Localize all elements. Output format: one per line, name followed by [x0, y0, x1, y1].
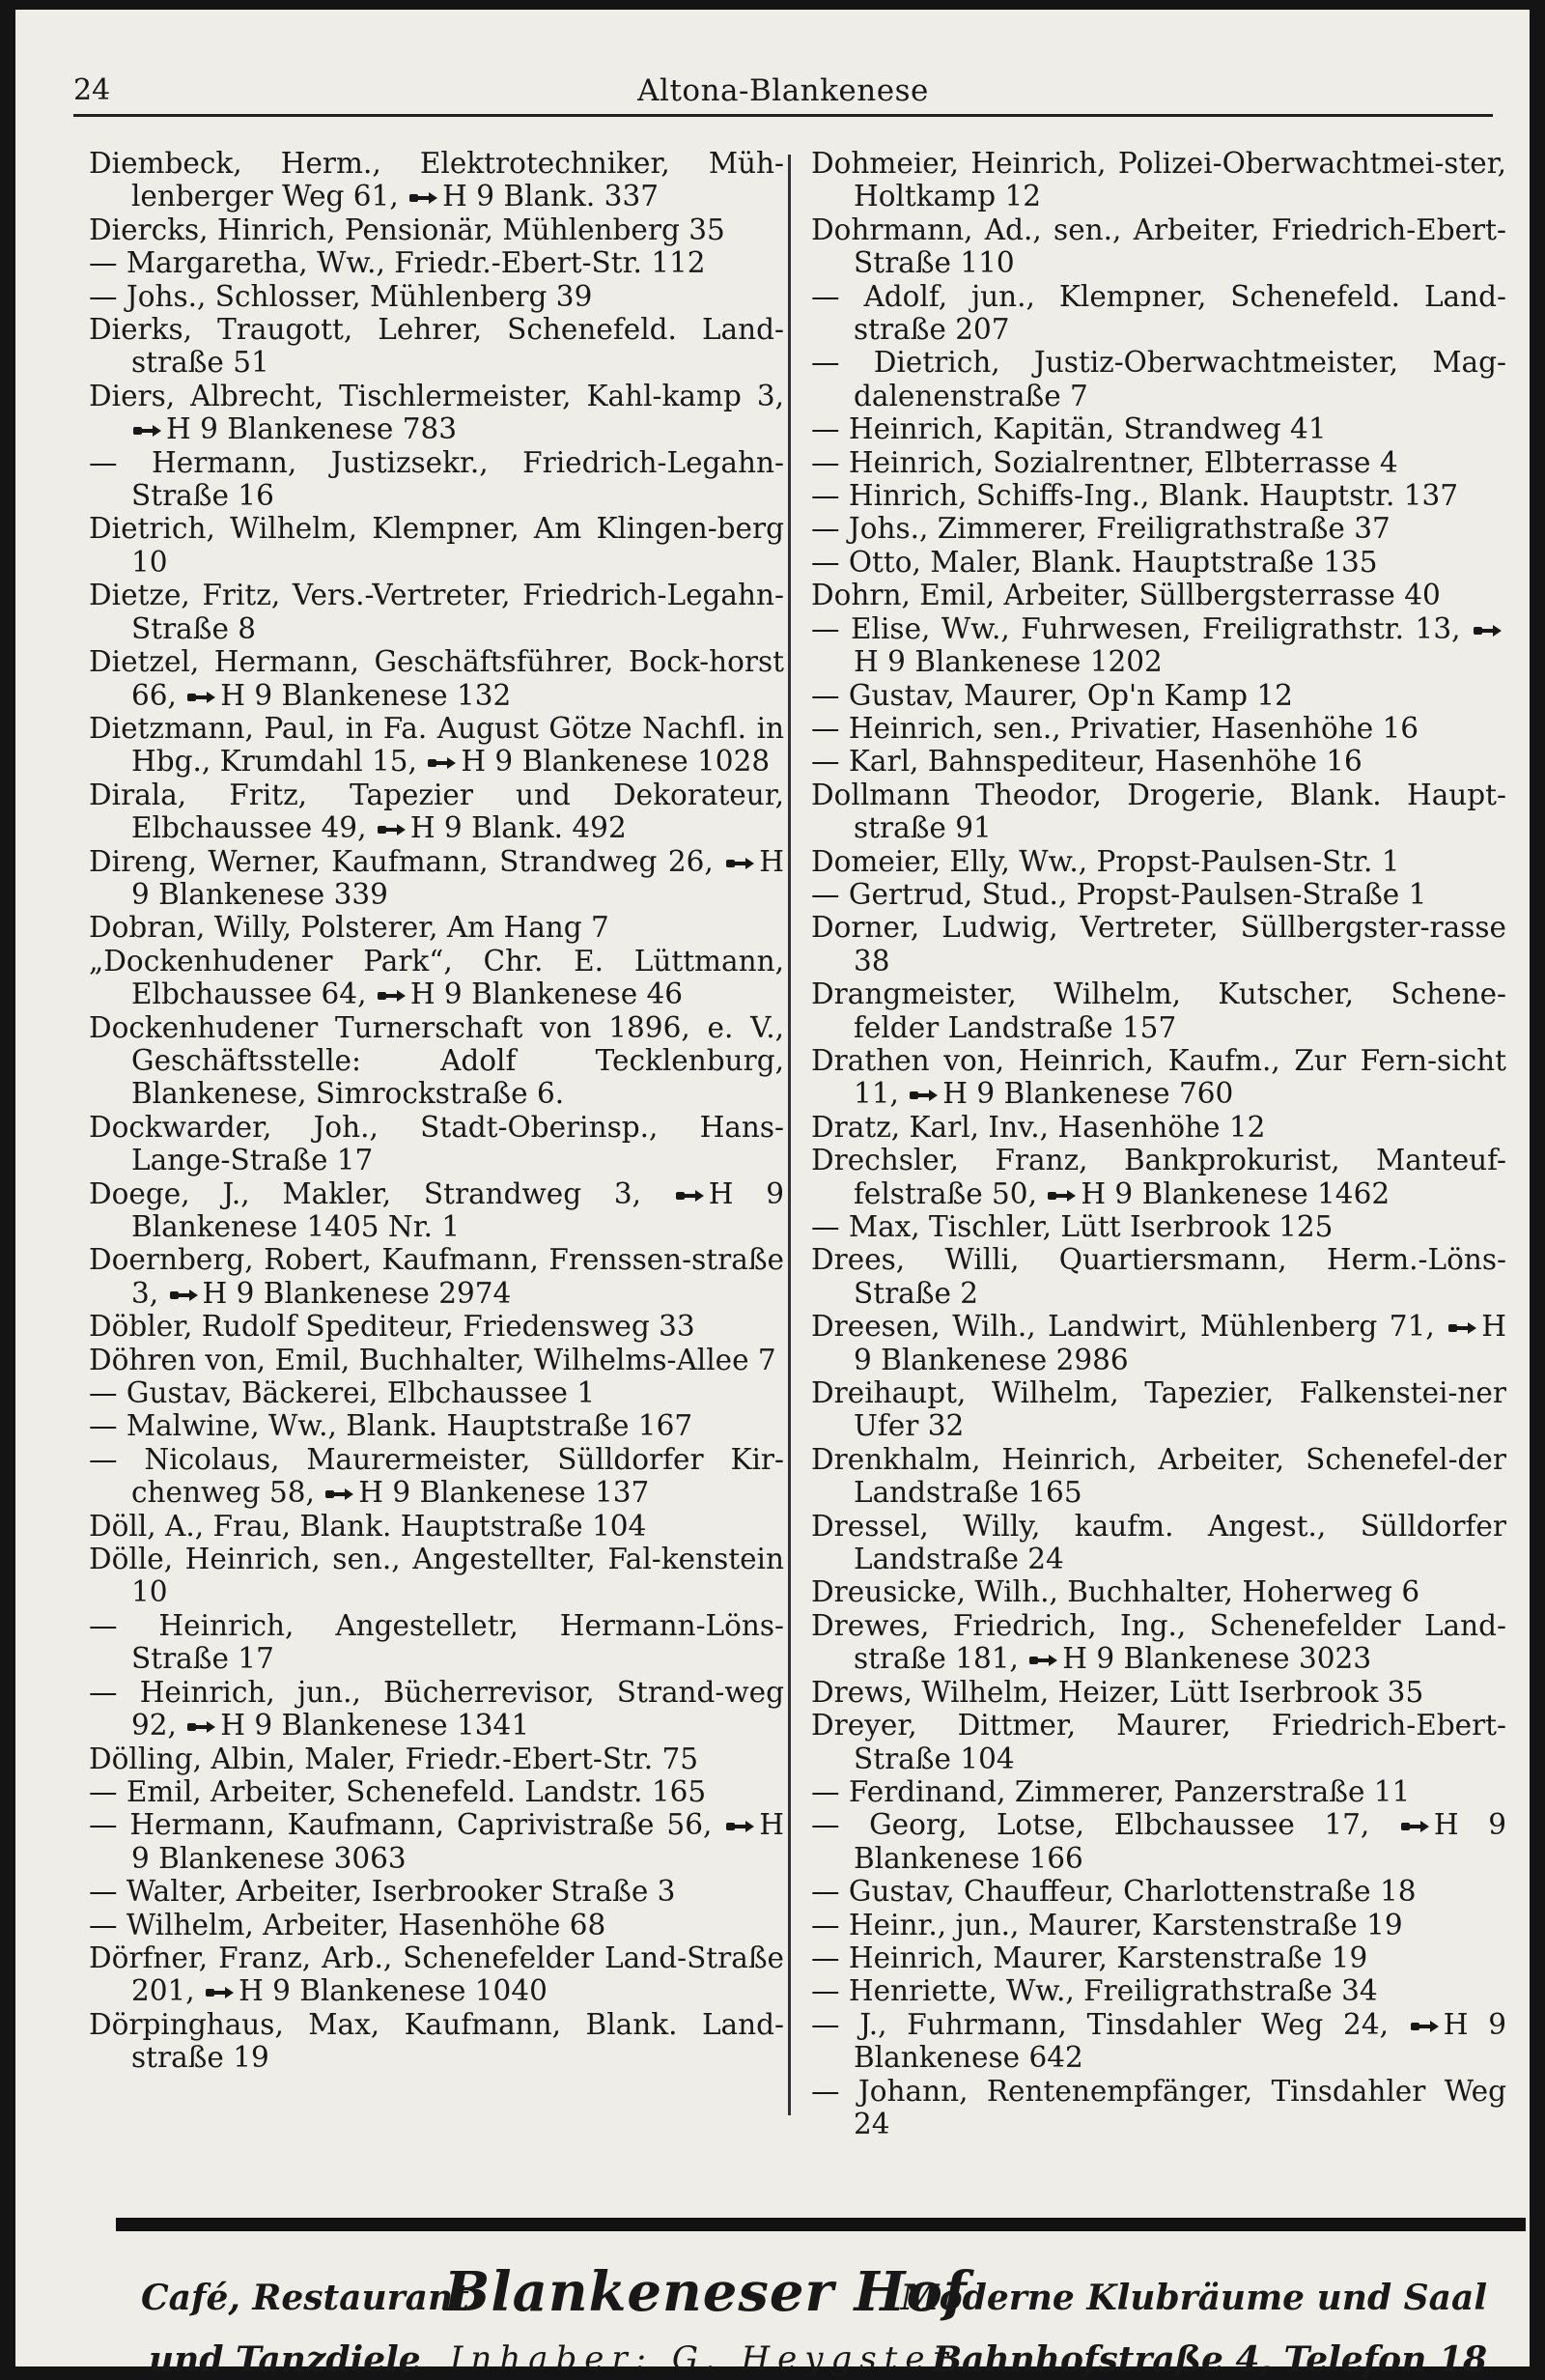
directory-entry: [811, 2008, 1506, 2075]
entry-text: Dockenhudener Turnerschaft von 1896, e. V., Geschäftsstelle: Adolf Tecklenburg, Blankenese, Simrockstraße 6.: [89, 1010, 784, 1111]
phone-number: H 9 Blank. 337: [442, 180, 659, 213]
directory-entry: [811, 1974, 1506, 2007]
entry-text: — Malwine, Ww., Blank. Hauptstraße 167: [89, 1409, 693, 1443]
phone-number: H 9 Blankenese 760: [942, 1077, 1234, 1111]
ad-left-line1: Café, Restaurant: [141, 2278, 469, 2318]
entry-text: — Margaretha, Ww., Friedr.-Ebert-Str. 112: [89, 246, 706, 280]
telephone-icon: [676, 1189, 705, 1203]
telephone-icon: [378, 823, 407, 836]
entry-text: Doege, J., Makler, Strandweg 3,: [89, 1176, 674, 1210]
ad-right-line1: Moderne Klubräume und Saal: [900, 2278, 1487, 2318]
telephone-icon: [428, 756, 457, 770]
entry-text: — Heinrich, Maurer, Karstenstraße 19: [811, 1941, 1368, 1974]
directory-entry: [811, 745, 1506, 778]
directory-entry: [89, 246, 784, 279]
ad-business-name: Blankeneser Hof: [444, 2260, 968, 2324]
ad-left-line2: und Tanzdiele: [149, 2339, 421, 2380]
footer-rule: [116, 2218, 1526, 2231]
entry-text: — Ferdinand, Zimmerer, Panzerstraße 11: [811, 1774, 1411, 1808]
entry-text: Drees, Willi, Quartiersmann, Herm.-Löns-Straße 2: [811, 1243, 1506, 1310]
entry-text: — Heinrich, Kapitän, Strandweg 41: [811, 412, 1327, 446]
entry-text: — Wilhelm, Arbeiter, Hasenhöhe 68: [89, 1908, 606, 1941]
telephone-icon: [1048, 1189, 1077, 1203]
entry-text: Dietrich, Wilhelm, Klempner, Am Klingen-berg 10: [89, 512, 784, 579]
directory-entry: [811, 779, 1506, 845]
directory-entry: [811, 1510, 1506, 1576]
entry-text: — Heinrich, jun., Bücherrevisor, Strand-weg 92,: [89, 1675, 784, 1742]
directory-entry: [89, 1775, 784, 1808]
telephone-icon: [325, 1488, 354, 1501]
ad-owner: Inhaber: G. Heygster: [450, 2339, 956, 2378]
phone-number: H 9 Blankenese 132: [220, 678, 512, 712]
entry-text: — Georg, Lotse, Elbchaussee 17,: [811, 1808, 1399, 1842]
entry-text: Dollmann Theodor, Drogerie, Blank. Haupt-straße 91: [811, 778, 1506, 845]
phone-number: H 9 Blankenese 1405 Nr. 1: [131, 1176, 784, 1243]
telephone-icon: [187, 691, 216, 704]
phone-number: H 9 Blankenese 1462: [1081, 1176, 1390, 1210]
directory-entry: [89, 945, 784, 1011]
directory-entry: [811, 147, 1506, 213]
directory-entry: [89, 1742, 784, 1775]
entry-text: — Johs., Zimmerer, Freiligrathstraße 37: [811, 512, 1390, 546]
telephone-icon: [133, 424, 162, 438]
entry-text: Dockwarder, Joh., Stadt-Oberinsp., Hans-Lange-Straße 17: [89, 1110, 784, 1177]
phone-number: H 9 Blankenese 166: [854, 1808, 1506, 1875]
phone-number: H 9 Blankenese 783: [166, 412, 458, 446]
entry-text: — Heinrich, Angestelletr, Hermann-Löns-Straße 17: [89, 1608, 784, 1676]
entry-text: — Emil, Arbeiter, Schenefeld. Landstr. 165: [89, 1774, 707, 1808]
entry-text: Dobran, Willy, Polsterer, Am Hang 7: [89, 911, 609, 945]
entry-text: — Gustav, Bäckerei, Elbchaussee 1: [89, 1376, 596, 1410]
directory-entry: [811, 1044, 1506, 1111]
entry-text: Dressel, Willy, kaufm. Angest., Sülldorfer Landstraße 24: [811, 1509, 1506, 1576]
directory-entry: [89, 1875, 784, 1908]
phone-number: H 9 Blankenese 1202: [854, 645, 1163, 679]
entry-text: — J., Fuhrmann, Tinsdahler Weg 24,: [811, 2007, 1409, 2041]
directory-entry: [811, 612, 1506, 679]
directory-entry: [811, 1310, 1506, 1376]
telephone-icon: [206, 1986, 235, 1999]
directory-entry: [89, 1443, 784, 1510]
entry-text: — Nicolaus, Maurermeister, Sülldorfer Kir-chenweg 58,: [89, 1442, 784, 1510]
entry-text: Dietzel, Hermann, Geschäftsführer, Bock-horst 66,: [89, 645, 784, 712]
directory-entry: [811, 1210, 1506, 1243]
entry-text: Dratz, Karl, Inv., Hasenhöhe 12: [811, 1110, 1266, 1144]
entry-text: — Johann, Rentenempfänger, Tinsdahler Weg 24: [811, 2074, 1506, 2140]
entry-text: Diercks, Hinrich, Pensionär, Mühlenberg 35: [89, 212, 725, 246]
telephone-icon: [1474, 624, 1503, 638]
directory-entry: [811, 512, 1506, 545]
entry-text: Dorner, Ludwig, Vertreter, Süllbergster-rasse 38: [811, 911, 1506, 978]
directory-entry: [89, 1909, 784, 1941]
entry-text: — Gustav, Chauffeur, Charlottenstraße 18: [811, 1875, 1417, 1909]
entry-text: Drechsler, Franz, Bankprokurist, Manteuf-felstraße 50,: [811, 1144, 1506, 1210]
directory-entry: [89, 1609, 784, 1676]
entry-text: Döll, A., Frau, Blank. Hauptstraße 104: [89, 1509, 647, 1543]
page-number: 24: [73, 73, 111, 107]
entry-text: — Gertrud, Stud., Propst-Paulsen-Straße 1: [811, 877, 1427, 911]
page-header: [73, 70, 1493, 120]
entry-text: — Heinr., jun., Maurer, Karstenstraße 19: [811, 1908, 1403, 1941]
directory-entry: [811, 446, 1506, 479]
left-column: [89, 147, 784, 2075]
directory-entry: [89, 313, 784, 380]
entry-text: Drews, Wilhelm, Heizer, Lütt Iserbrook 35: [811, 1675, 1424, 1709]
entry-text: Dohrmann, Ad., sen., Arbeiter, Friedrich-Ebert-Straße 110: [811, 212, 1506, 280]
entry-text: — Adolf, jun., Klempner, Schenefeld. Land-straße 207: [811, 279, 1506, 347]
entry-text: Dölling, Albin, Maler, Friedr.-Ebert-Str. 75: [89, 1742, 699, 1775]
directory-entry: [811, 1941, 1506, 1974]
directory-entry: [89, 2008, 784, 2075]
entry-text: Dirala, Fritz, Tapezier und Dekorateur, Elbchaussee 49,: [89, 778, 784, 845]
entry-text: — Hinrich, Schiffs-Ing., Blank. Hauptstr. 137: [811, 479, 1459, 513]
telephone-icon: [1448, 1321, 1477, 1335]
telephone-icon: [1411, 2020, 1440, 2033]
entry-text: — Dietrich, Justiz-Oberwachtmeister, Mag-dalenenstraße 7: [811, 346, 1506, 412]
entry-text: — Otto, Maler, Blank. Hauptstraße 135: [811, 545, 1378, 579]
directory-entry: [811, 845, 1506, 878]
entry-text: Dörfner, Franz, Arb., Schenefelder Land-Straße 201,: [89, 1941, 784, 2008]
phone-number: H 9 Blankenese 642: [854, 2007, 1507, 2075]
entry-text: Direng, Werner, Kaufmann, Strandweg 26,: [89, 844, 725, 878]
directory-entry: [811, 1111, 1506, 1144]
directory-entry: [89, 446, 784, 513]
directory-entry: [811, 978, 1506, 1044]
directory-entry: [89, 380, 784, 446]
directory-entry: [811, 1376, 1506, 1443]
directory-entry: [811, 1875, 1506, 1908]
directory-page: [15, 10, 1530, 2380]
directory-entry: [89, 779, 784, 845]
right-column: [811, 147, 1506, 2140]
directory-entry: [89, 1808, 784, 1875]
directory-entry: [811, 412, 1506, 445]
entry-text: Döbler, Rudolf Spediteur, Friedensweg 33: [89, 1310, 695, 1344]
directory-entry: [89, 1376, 784, 1409]
entry-text: — Heinrich, Sozialrentner, Elbterrasse 4: [811, 445, 1398, 479]
phone-number: H 9 Blank. 492: [409, 811, 627, 845]
directory-entry: [811, 2075, 1506, 2141]
entry-text: Dierks, Traugott, Lehrer, Schenefeld. Land-straße 51: [89, 313, 784, 380]
telephone-icon: [409, 191, 438, 205]
directory-entry: [811, 679, 1506, 712]
entry-text: — Hermann, Kaufmann, Caprivistraße 56,: [89, 1808, 725, 1842]
entry-text: — Walter, Arbeiter, Iserbrooker Straße 3: [89, 1875, 676, 1909]
entry-text: Dietze, Fritz, Vers.-Vertreter, Friedrich-Legahn-Straße 8: [89, 579, 784, 645]
directory-entry: [811, 1443, 1506, 1510]
entry-text: Döhren von, Emil, Buchhalter, Wilhelms-Allee 7: [89, 1343, 776, 1376]
directory-entry: [89, 213, 784, 246]
entry-text: — Henriette, Ww., Freiligrathstraße 34: [811, 1974, 1378, 2008]
directory-entry: [89, 147, 784, 213]
entry-text: Dohrn, Emil, Arbeiter, Süllbergsterrasse 40: [811, 579, 1441, 612]
telephone-icon: [170, 1289, 199, 1302]
phone-number: H 9 Blankenese 2974: [202, 1276, 512, 1310]
directory-entry: [89, 1011, 784, 1111]
entry-text: Doernberg, Robert, Kaufmann, Frenssen-straße 3,: [89, 1243, 784, 1310]
telephone-icon: [1029, 1654, 1058, 1667]
entry-text: — Hermann, Justizsekr., Friedrich-Legahn-Straße 16: [89, 445, 784, 513]
directory-entry: [811, 546, 1506, 579]
entry-text: Dölle, Heinrich, sen., Angestellter, Fal-kenstein 10: [89, 1543, 784, 1609]
directory-entry: [89, 1409, 784, 1442]
entry-text: Dreyer, Dittmer, Maurer, Friedrich-Ebert-Straße 104: [811, 1709, 1506, 1775]
telephone-icon: [1401, 1820, 1430, 1833]
entry-text: Domeier, Elly, Ww., Propst-Paulsen-Str. 1: [811, 844, 1400, 878]
directory-entry: [811, 1676, 1506, 1709]
entry-text: Diers, Albrecht, Tischlermeister, Kahl-kamp 3,: [89, 379, 784, 412]
column-divider: [788, 155, 791, 2115]
directory-entry: [811, 280, 1506, 347]
entry-text: — Elise, Ww., Fuhrwesen, Freiligrathstr. 13,: [811, 611, 1472, 645]
entry-text: Dohmeier, Heinrich, Polizei-Oberwachtmei-ster, Holtkamp 12: [811, 147, 1506, 213]
directory-entry: [811, 1575, 1506, 1608]
directory-entry: [89, 1310, 784, 1343]
phone-number: H 9 Blankenese 339: [131, 844, 784, 911]
entry-text: Drathen von, Heinrich, Kaufm., Zur Fern-sicht 11,: [811, 1043, 1506, 1111]
directory-entry: [89, 911, 784, 944]
phone-number: H 9 Blankenese 3063: [131, 1808, 784, 1875]
phone-number: H 9 Blankenese 3023: [1062, 1642, 1372, 1676]
directory-entry: [811, 1243, 1506, 1310]
directory-entry: [811, 1144, 1506, 1210]
entry-text: — Max, Tischler, Lütt Iserbrook 125: [811, 1210, 1334, 1243]
telephone-icon: [378, 989, 407, 1003]
directory-entry: [89, 1344, 784, 1376]
telephone-icon: [726, 857, 755, 870]
phone-number: H 9 Blankenese 2986: [854, 1310, 1506, 1376]
directory-entry: [89, 1111, 784, 1177]
telephone-icon: [187, 1720, 216, 1734]
entry-text: — Heinrich, sen., Privatier, Hasenhöhe 16: [811, 711, 1419, 745]
entry-text: — Karl, Bahnspediteur, Hasenhöhe 16: [811, 745, 1362, 779]
directory-entry: [89, 579, 784, 645]
header-rule: [73, 114, 1493, 117]
directory-entry: [89, 1941, 784, 2008]
directory-entry: [89, 1243, 784, 1310]
entry-text: Dörpinghaus, Max, Kaufmann, Blank. Land-straße 19: [89, 2007, 784, 2075]
directory-entry: [89, 1676, 784, 1742]
directory-entry: [811, 346, 1506, 412]
directory-entry: [89, 1510, 784, 1543]
entry-text: Dreihaupt, Wilhelm, Tapezier, Falkenstei-ner Ufer 32: [811, 1376, 1506, 1443]
directory-entry: [89, 645, 784, 712]
running-title: Altona-Blankenese: [637, 73, 929, 108]
directory-entry: [811, 479, 1506, 512]
advertisement: [116, 2251, 1526, 2380]
entry-text: Dreesen, Wilh., Landwirt, Mühlenberg 71,: [811, 1310, 1447, 1344]
directory-entry: [811, 213, 1506, 280]
directory-entry: [89, 845, 784, 912]
directory-entry: [811, 1808, 1506, 1875]
directory-entry: [811, 579, 1506, 611]
entry-text: — Johs., Schlosser, Mühlenberg 39: [89, 279, 593, 313]
directory-entry: [89, 512, 784, 579]
directory-entry: [89, 1543, 784, 1609]
phone-number: H 9 Blankenese 1028: [461, 745, 771, 779]
directory-entry: [89, 1177, 784, 1244]
directory-entry: [811, 1709, 1506, 1775]
directory-entry: [811, 1909, 1506, 1941]
phone-number: H 9 Blankenese 1341: [220, 1709, 530, 1742]
phone-number: H 9 Blankenese 137: [358, 1476, 650, 1510]
directory-entry: [811, 911, 1506, 978]
telephone-icon: [726, 1820, 755, 1833]
entry-text: Drangmeister, Wilhelm, Kutscher, Schene-felder Landstraße 157: [811, 978, 1506, 1044]
directory-entry: [811, 712, 1506, 745]
ad-right-line2: Bahnhofstraße 4, Telefon 18: [932, 2339, 1487, 2380]
entry-text: Dietzmann, Paul, in Fa. August Götze Nachfl. in Hbg., Krumdahl 15,: [89, 711, 784, 779]
directory-entry: [811, 878, 1506, 911]
phone-number: H 9 Blankenese 1040: [239, 1974, 548, 2008]
entry-text: Diembeck, Herm., Elektrotechniker, Müh-lenberger Weg 61,: [89, 147, 784, 213]
telephone-icon: [910, 1089, 939, 1102]
entry-text: Drewes, Friedrich, Ing., Schenefelder Land-straße 181,: [811, 1608, 1506, 1676]
entry-text: — Gustav, Maurer, Op'n Kamp 12: [811, 678, 1293, 712]
entry-text: Drenkhalm, Heinrich, Arbeiter, Schenefel-der Landstraße 165: [811, 1442, 1506, 1510]
directory-entry: [811, 1775, 1506, 1808]
directory-entry: [89, 280, 784, 313]
entry-text: Dreusicke, Wilh., Buchhalter, Hoherweg 6: [811, 1575, 1420, 1609]
directory-entry: [89, 712, 784, 779]
phone-number: H 9 Blankenese 46: [409, 978, 684, 1011]
directory-entry: [811, 1609, 1506, 1676]
entry-text: „Dockenhudener Park“, Chr. E. Lüttmann, Elbchaussee 64,: [89, 944, 784, 1011]
